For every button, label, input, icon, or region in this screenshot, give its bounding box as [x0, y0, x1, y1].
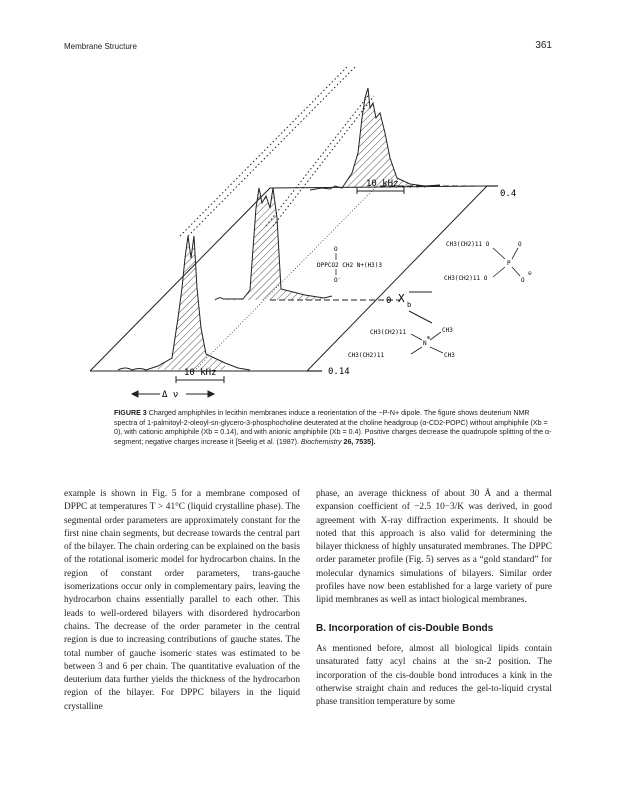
dotted-guides — [180, 66, 374, 236]
delta-nu-label: Δ ν — [162, 390, 179, 400]
caption-label: FIGURE 3 — [114, 409, 147, 417]
bottom-khz-label: 10 kHz — [184, 368, 217, 378]
body-right-column — [316, 488, 552, 709]
xb-symbol: X — [398, 292, 405, 305]
body-left-column — [64, 488, 300, 714]
running-header — [64, 40, 552, 54]
anion-o-bottom: O — [521, 277, 525, 284]
section-heading: B. Incorporation of cis-Double Bonds — [316, 622, 494, 634]
anion-p: P — [507, 260, 511, 267]
right-paragraph-1: phase, an average thickness of about 30 Å and a thermal expansion coefficient of −2.5 10−3/K was derived, in good agreement with X-ray diffraction experiments. It should be noted that this approach is also valid for determining the bilayer thickness of highly unsaturated membranes. The DPPC order parameter profile (Fig. 5) serves as a “gold standard” for molecular dynamics simulations of bilayers. Similar order profiles have now been established for a large variety of pure lipid membranes as well as intact biological membranes. — [316, 489, 552, 606]
running-title: Membrane Structure — [64, 42, 137, 51]
dppc-structure — [317, 246, 382, 284]
svg-text:O⁻: O⁻ — [334, 277, 342, 284]
svg-text:⊖: ⊖ — [528, 270, 532, 277]
spectrum-xb-014 — [118, 236, 322, 371]
anion-bottom-chain: CH3(CH2)11 O — [444, 275, 488, 282]
figure-caption — [114, 409, 554, 447]
dppc-formula: DPPCO2 CH2 N+(H3)3 — [317, 262, 383, 269]
xb-arrow-down — [409, 311, 432, 323]
right-paragraph-2: As mentioned before, almost all biological lipids contain unsaturated fatty acyl chains at the sn-2 position. The incorporation of the cis-double bond introduces a kink in the otherwise straight chain and reduces the gel-to-liquid crystal phase transition temperature by some — [316, 643, 552, 708]
cation-top-chain: CH3(CH2)11 — [370, 329, 407, 336]
cation-ch3-bottom: CH3 — [444, 352, 455, 359]
cationic-amphiphile — [348, 327, 455, 359]
svg-text:O: O — [334, 246, 338, 253]
page-number: 361 — [535, 40, 552, 51]
spectrum-xb-04 — [310, 88, 498, 190]
xb-label-014: 0.14 — [328, 367, 350, 377]
anion-o-top: O — [518, 241, 522, 248]
spectrum-xb-0 — [215, 188, 400, 300]
cation-n: N — [423, 340, 427, 347]
xb-label-0: 0 — [386, 296, 392, 306]
xb-subscript: b — [407, 301, 412, 309]
svg-text:⊕: ⊕ — [427, 335, 431, 341]
perspective-plane — [90, 186, 487, 371]
caption-citation: 26, 7535]. — [343, 437, 376, 446]
anionic-amphiphile — [444, 241, 532, 284]
xb-label-04: 0.4 — [500, 189, 517, 199]
left-paragraph: example is shown in Fig. 5 for a membrane composed of DPPC at temperatures T > 41°C (liquid crystalline phase). The segmental order parameters are approximately constant for the first nine chain segments, but decrease towards the central part of the bilayer. The chain ordering can be explained on the basis of the rotational isomeric model for hydrocarbon chains. In the region of constant order parameters, trans-gauche isomerizations occur only in complementary pairs, leaving the hydrocarbon chains essentially parallel to each other. This leads to well-ordered bilayers with disordered hydrocarbon chains. The decrease of the order parameter in the central region is due to increasing contributions of gauche states. The total number of gauche isomeric states was estimated to be between 3 and 6 per chain. The quantitative evaluation of the deuterium data further yields the thickness of the hydrocarbon region of the bilayer. For DPPC bilayers in the liquid crystalline — [64, 489, 300, 712]
cation-ch3-top: CH3 — [442, 327, 453, 334]
cation-bottom-chain: CH3(CH2)11 — [348, 352, 385, 359]
nmr-figure — [80, 58, 540, 403]
top-khz-label: 10 kHz — [366, 179, 399, 189]
anion-top-chain: CH3(CH2)11 O — [446, 241, 490, 248]
caption-journal: Biochemistry — [300, 437, 342, 446]
caption-text: Charged amphiphiles in lecithin membranes induce a reorientation of the −P-N+ dipole. The figure shows deuterium NMR spectra of 1-palmitoyl-2-oleoyl-sn-glycero-3-phosphocholine deuterated at the choline headgroup (α-CD2-POPC) without amphiphile (Xb = 0), with cationic amphiphile (Xb = 0.14), and with anionic amphiphile (Xb = 0.4). Positive charges decrease the quadrupole splitting of the α-segment; negative charges increase it [Seelig et al. (1987). — [114, 409, 552, 446]
